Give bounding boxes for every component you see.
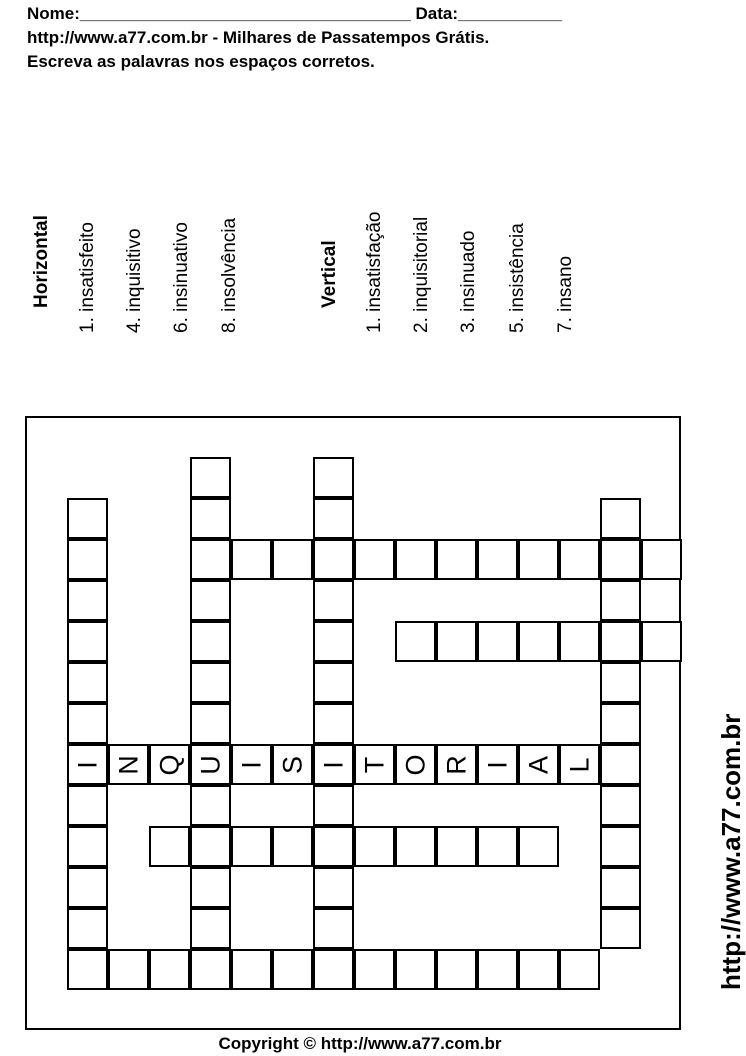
cell-letter: U: [195, 754, 225, 775]
horizontal-title: Horizontal: [31, 215, 52, 308]
crossword-cell[interactable]: [518, 826, 559, 867]
cell-letter: N: [113, 754, 143, 775]
cell-letter: I: [482, 760, 512, 769]
crossword-cell[interactable]: [518, 949, 559, 990]
crossword-cell[interactable]: [108, 744, 149, 785]
horizontal-clue-4: 4. inquisitivo: [124, 228, 145, 333]
crossword-cell[interactable]: [313, 621, 354, 662]
crossword-cell[interactable]: [272, 826, 313, 867]
crossword-cell[interactable]: [518, 539, 559, 580]
crossword-cell[interactable]: [395, 949, 436, 990]
crossword-cell[interactable]: [395, 826, 436, 867]
copyright-footer: Copyright © http://www.a77.com.br: [218, 1034, 502, 1053]
cell-letter: L: [564, 756, 594, 773]
crossword-cell[interactable]: [477, 949, 518, 990]
vertical-clue-5: 5. insistência: [507, 223, 528, 333]
crossword-cell[interactable]: [559, 539, 600, 580]
crossword-cell[interactable]: [190, 703, 231, 744]
crossword-cell[interactable]: [313, 908, 354, 949]
crossword-cell[interactable]: [231, 539, 272, 580]
crossword-cell[interactable]: [436, 539, 477, 580]
crossword-cell[interactable]: [354, 744, 395, 785]
crossword-cell[interactable]: [190, 867, 231, 908]
crossword-cell[interactable]: [600, 580, 641, 621]
crossword-cell[interactable]: [67, 867, 108, 908]
crossword-cell[interactable]: [354, 949, 395, 990]
site-tagline: http://www.a77.com.br - Milhares de Passatempos Grátis.: [27, 28, 490, 47]
crossword-cell[interactable]: [559, 621, 600, 662]
crossword-cell[interactable]: [149, 949, 190, 990]
crossword-cell[interactable]: [190, 498, 231, 539]
crossword-cell[interactable]: [190, 826, 231, 867]
vertical-title: Vertical: [319, 240, 340, 308]
crossword-cell[interactable]: [190, 621, 231, 662]
crossword-cell[interactable]: [313, 703, 354, 744]
crossword-cell[interactable]: [149, 826, 190, 867]
crossword-cell[interactable]: [518, 621, 559, 662]
crossword-cell[interactable]: [477, 621, 518, 662]
vertical-clue-7: 7. insano: [555, 255, 576, 333]
crossword-cell[interactable]: [67, 580, 108, 621]
crossword-cell[interactable]: [67, 621, 108, 662]
crossword-cell[interactable]: [436, 949, 477, 990]
crossword-cell[interactable]: [559, 949, 600, 990]
cell-letter: Q: [154, 753, 184, 776]
crossword-cell[interactable]: [67, 703, 108, 744]
crossword-cell[interactable]: [67, 908, 108, 949]
crossword-cell[interactable]: [395, 744, 436, 785]
horizontal-clue-1: 1. insatisfeito: [77, 222, 98, 333]
crossword-cell[interactable]: [67, 498, 108, 539]
crossword-cell[interactable]: [436, 621, 477, 662]
crossword-cell[interactable]: [436, 744, 477, 785]
vertical-clue-2: 2. inquisitorial: [411, 216, 432, 333]
name-date-line: Nome:___________________________________ Data:___________: [27, 4, 563, 23]
cell-letter: I: [318, 760, 348, 769]
cell-letter: R: [441, 754, 471, 775]
crossword-cell[interactable]: [67, 826, 108, 867]
crossword-cell[interactable]: [190, 908, 231, 949]
crossword-cell[interactable]: [600, 908, 641, 949]
crossword-cell[interactable]: [67, 744, 108, 785]
crossword-cell[interactable]: [559, 744, 600, 785]
crossword-cell[interactable]: [600, 621, 641, 662]
crossword-cell[interactable]: [190, 949, 231, 990]
crossword-cell[interactable]: [108, 949, 149, 990]
crossword-cell[interactable]: [600, 703, 641, 744]
side-url: http://www.a77.com.br: [716, 713, 746, 990]
crossword-cell[interactable]: [67, 539, 108, 580]
crossword-cell[interactable]: [190, 744, 231, 785]
crossword-cell[interactable]: [395, 621, 436, 662]
horizontal-clue-6: 6. insinuativo: [171, 222, 192, 333]
crossword-cell[interactable]: [231, 949, 272, 990]
crossword-cell[interactable]: [600, 744, 641, 785]
crossword-cell[interactable]: [272, 949, 313, 990]
crossword-cell[interactable]: [641, 539, 682, 580]
crossword-cell[interactable]: [313, 498, 354, 539]
crossword-cell[interactable]: [313, 949, 354, 990]
cell-letter: I: [236, 760, 266, 769]
crossword-cell[interactable]: [600, 867, 641, 908]
crossword-cell[interactable]: [67, 949, 108, 990]
crossword-cell[interactable]: [231, 744, 272, 785]
crossword-cell[interactable]: [641, 621, 682, 662]
crossword-cell[interactable]: [477, 826, 518, 867]
crossword-cell[interactable]: [272, 539, 313, 580]
crossword-cell[interactable]: [518, 744, 559, 785]
crossword-cell[interactable]: [313, 785, 354, 826]
crossword-cell[interactable]: [190, 662, 231, 703]
cell-letter: I: [72, 760, 102, 769]
crossword-cell[interactable]: [149, 744, 190, 785]
crossword-cell[interactable]: [190, 539, 231, 580]
cell-letter: A: [523, 755, 553, 774]
crossword-cell[interactable]: [313, 826, 354, 867]
crossword-cell[interactable]: [313, 662, 354, 703]
crossword-cell[interactable]: [600, 662, 641, 703]
crossword-cell[interactable]: [477, 539, 518, 580]
cell-letter: T: [359, 756, 389, 773]
crossword-cell[interactable]: [600, 826, 641, 867]
crossword-cell[interactable]: [67, 785, 108, 826]
crossword-cell[interactable]: [313, 539, 354, 580]
crossword-cell[interactable]: [190, 785, 231, 826]
crossword-cell[interactable]: [313, 867, 354, 908]
crossword-cell[interactable]: [231, 826, 272, 867]
crossword-cell[interactable]: [477, 744, 518, 785]
crossword-cell[interactable]: [354, 539, 395, 580]
crossword-cell[interactable]: [600, 785, 641, 826]
vertical-clue-3: 3. insinuado: [458, 230, 479, 333]
crossword-cell[interactable]: [190, 580, 231, 621]
crossword-cell[interactable]: [600, 539, 641, 580]
crossword-cell[interactable]: [67, 662, 108, 703]
crossword-cell[interactable]: [436, 826, 477, 867]
crossword-cell[interactable]: [313, 744, 354, 785]
cell-letter: S: [277, 755, 307, 774]
horizontal-clue-8: 8. insolvência: [219, 217, 240, 333]
instructions: Escreva as palavras nos espaços corretos.: [27, 52, 375, 71]
cell-letter: O: [400, 753, 430, 776]
crossword-cell[interactable]: [190, 457, 231, 498]
vertical-clue-1: 1. insatisfação: [364, 211, 385, 333]
crossword-cell[interactable]: [395, 539, 436, 580]
crossword-cell[interactable]: [600, 498, 641, 539]
crossword-cell[interactable]: [313, 457, 354, 498]
crossword-cell[interactable]: [313, 580, 354, 621]
crossword-cell[interactable]: [272, 744, 313, 785]
crossword-cell[interactable]: [354, 826, 395, 867]
